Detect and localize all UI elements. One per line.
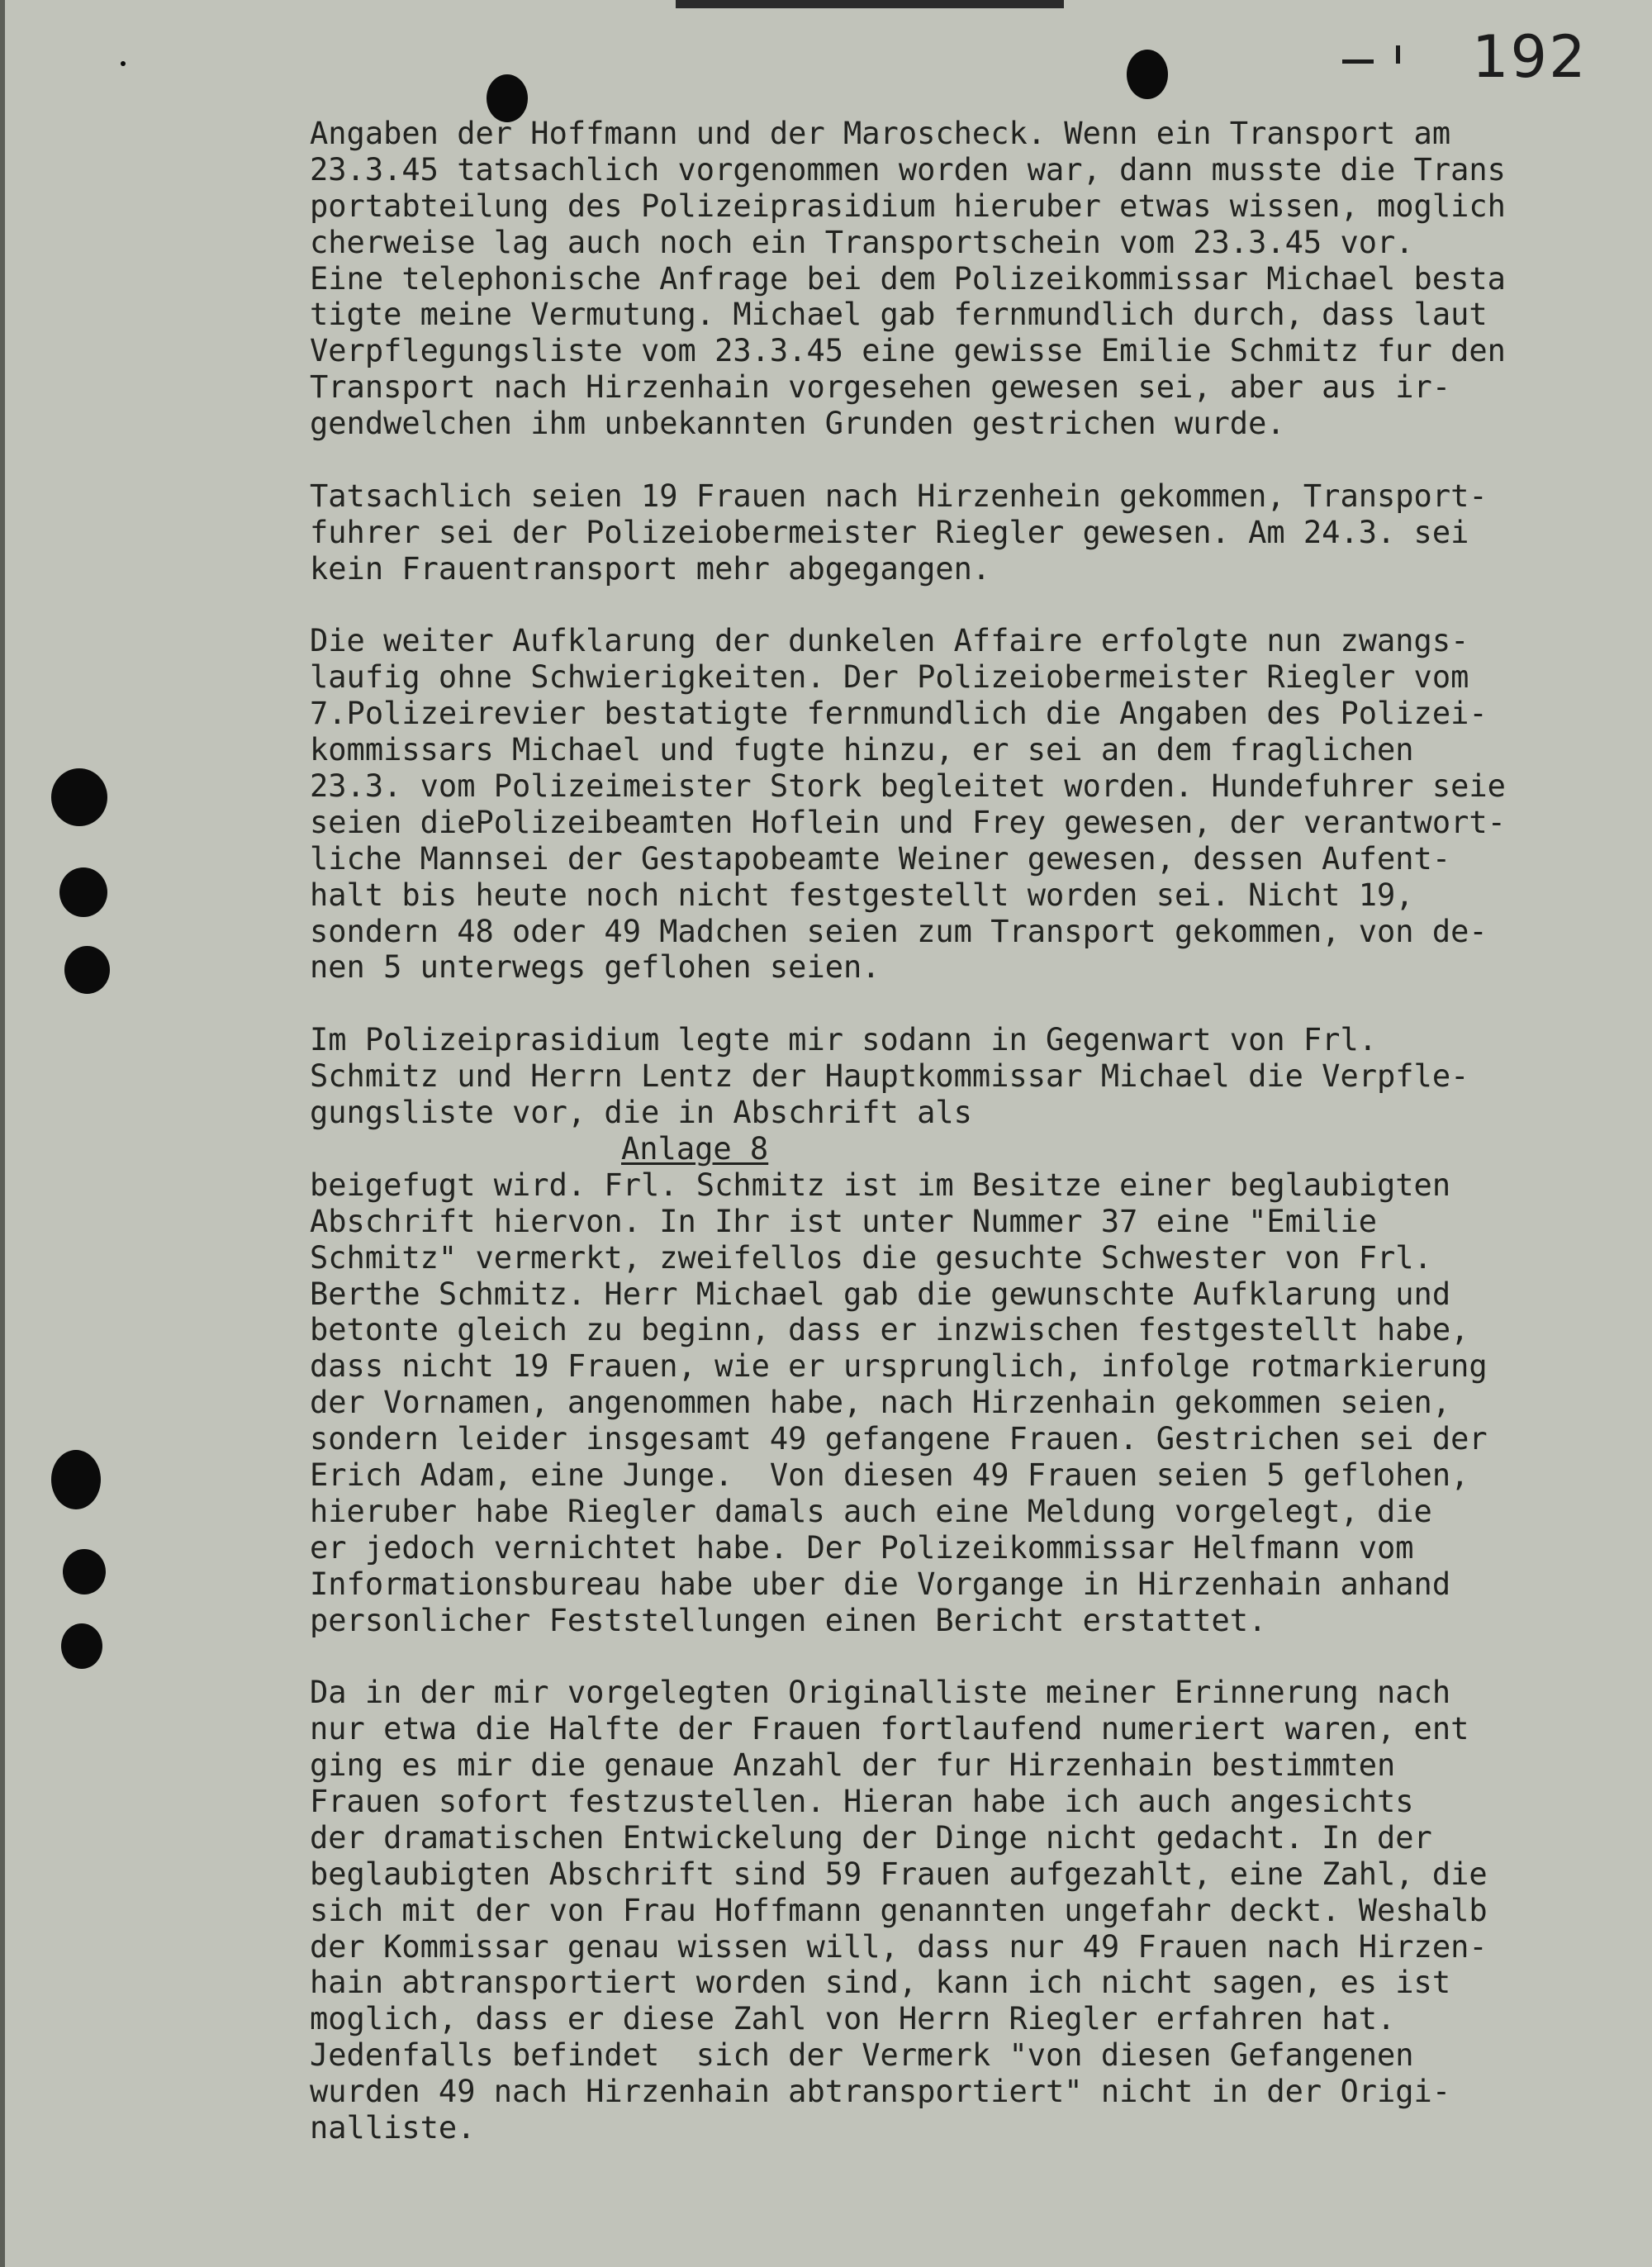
- text-line: personlicher Feststellungen einen Bericht erstattet.: [310, 1602, 1267, 1638]
- text-line: Abschrift hiervon. In Ihr ist unter Nummer 37 eine "Emilie: [310, 1203, 1378, 1239]
- punch-hole-left-2: [59, 867, 107, 917]
- text-line: Angaben der Hoffmann und der Maroscheck. Wenn ein Transport am: [310, 116, 1451, 151]
- document-body: [310, 116, 1652, 2146]
- punch-hole-left-1: [51, 768, 107, 826]
- text-line: Schmitz und Herrn Lentz der Hauptkommissar Michael die Verpfle-: [310, 1058, 1469, 1095]
- paragraph-2: [310, 478, 1652, 587]
- text-line: 23.3.45 tatsachlich vorgenommen worden war, dann musste die Trans: [310, 151, 1506, 188]
- punch-hole-left-4: [51, 1450, 101, 1509]
- attachment-reference: Anlage 8: [621, 1130, 769, 1167]
- text-line: betonte gleich zu beginn, dass er inzwischen festgestellt habe,: [310, 1312, 1469, 1348]
- text-line: ging es mir die genaue Anzahl der fur Hirzenhain bestimmten: [310, 1747, 1396, 1784]
- text-line: Eine telephonische Anfrage bei dem Polizeikommissar Michael besta: [310, 260, 1506, 297]
- paragraph-4: [310, 1022, 1652, 1638]
- text-line: tigte meine Vermutung. Michael gab fernmundlich durch, dass laut: [310, 297, 1488, 333]
- text-line: moglich, dass er diese Zahl von Herrn Riegler erfahren hat.: [310, 2001, 1396, 2037]
- text-line: Erich Adam, eine Junge. Von diesen 49 Frauen seien 5 geflohen,: [310, 1457, 1469, 1493]
- text-line: Schmitz" vermerkt, zweifellos die gesuchte Schwester von Frl.: [310, 1239, 1432, 1276]
- text-line: wurden 49 nach Hirzenhain abtransportiert" nicht in der Origi-: [310, 2074, 1451, 2110]
- text-line: Da in der mir vorgelegten Originalliste meiner Erinnerung nach: [310, 1675, 1451, 1711]
- paragraph-1: [310, 116, 1652, 442]
- text-line: cherweise lag auch noch ein Transportschein vom 23.3.45 vor.: [310, 224, 1414, 260]
- text-line: sich mit der von Frau Hoffmann genannten ungefahr deckt. Weshalb: [310, 1892, 1488, 1928]
- text-line: beigefugt wird. Frl. Schmitz ist im Besitze einer beglaubigten: [310, 1167, 1451, 1203]
- text-line: halt bis heute noch nicht festgestellt worden sei. Nicht 19,: [310, 877, 1414, 913]
- punch-hole-left-5: [63, 1549, 106, 1595]
- page-number: 192: [1472, 23, 1588, 91]
- text-line: liche Mannsei der Gestapobeamte Weiner gewesen, dessen Aufent-: [310, 840, 1451, 877]
- text-line: der Kommissar genau wissen will, dass nur 49 Frauen nach Hirzen-: [310, 1928, 1488, 1965]
- text-line: der dramatischen Entwickelung der Dinge nicht gedacht. In der: [310, 1819, 1432, 1856]
- attachment-reference-line: [310, 1131, 1652, 1167]
- text-line: kommissars Michael und fugte hinzu, er sei an dem fraglichen: [310, 732, 1414, 768]
- text-line: Informationsbureau habe uber die Vorgange in Hirzenhain anhand: [310, 1566, 1451, 1602]
- text-line: gendwelchen ihm unbekannten Grunden gestrichen wurde.: [310, 406, 1285, 442]
- paragraph-5: [310, 1675, 1652, 2146]
- text-line: Die weiter Aufklarung der dunkelen Affaire erfolgte nun zwangs-: [310, 623, 1469, 659]
- text-line: nalliste.: [310, 2109, 476, 2146]
- text-line: portabteilung des Polizeiprasidium hieruber etwas wissen, moglich: [310, 188, 1506, 224]
- paragraph-3: [310, 623, 1652, 986]
- text-line: der Vornamen, angenommen habe, nach Hirzenhain gekommen seien,: [310, 1385, 1451, 1421]
- page-number-dash: [1342, 59, 1374, 64]
- text-line: hain abtransportiert worden sind, kann ich nicht sagen, es ist: [310, 1965, 1451, 2001]
- text-line: nur etwa die Halfte der Frauen fortlaufend numeriert waren, ent: [310, 1711, 1469, 1747]
- page-left-edge: [0, 0, 5, 2267]
- paragraph-gap: [310, 1638, 1652, 1675]
- speck: [121, 61, 126, 66]
- text-line: Berthe Schmitz. Herr Michael gab die gewunschte Aufklarung und: [310, 1276, 1451, 1312]
- text-line: gungsliste vor, die in Abschrift als: [310, 1095, 972, 1131]
- paragraph-gap: [310, 442, 1652, 478]
- text-line: fuhrer sei der Polizeiobermeister Riegler gewesen. Am 24.3. sei: [310, 514, 1469, 550]
- text-line: Im Polizeiprasidium legte mir sodann in Gegenwart von Frl.: [310, 1022, 1378, 1058]
- paragraph-gap: [310, 986, 1652, 1022]
- text-line: nen 5 unterwegs geflohen seien.: [310, 949, 881, 986]
- text-line: sondern 48 oder 49 Madchen seien zum Transport gekommen, von de-: [310, 913, 1488, 949]
- top-edge-shadow: [676, 0, 1064, 8]
- text-line: Tatsachlich seien 19 Frauen nach Hirzenhein gekommen, Transport-: [310, 478, 1488, 514]
- text-line: kein Frauentransport mehr abgegangen.: [310, 550, 991, 587]
- punch-hole-left-3: [64, 946, 110, 994]
- text-line: sondern leider insgesamt 49 gefangene Frauen. Gestrichen sei der: [310, 1421, 1488, 1457]
- punch-hole-left-6: [61, 1623, 102, 1669]
- text-line: er jedoch vernichtet habe. Der Polizeikommissar Helfmann vom: [310, 1529, 1414, 1566]
- paragraph-gap: [310, 587, 1652, 624]
- text-line: Frauen sofort festzustellen. Hieran habe ich auch angesichts: [310, 1783, 1414, 1819]
- text-line: Verpflegungsliste vom 23.3.45 eine gewisse Emilie Schmitz fur den: [310, 333, 1506, 369]
- text-line: seien diePolizeibeamten Hoflein und Frey gewesen, der verantwort-: [310, 804, 1506, 840]
- text-line: hieruber habe Riegler damals auch eine Meldung vorgelegt, die: [310, 1493, 1432, 1529]
- text-line: Transport nach Hirzenhain vorgesehen gewesen sei, aber aus ir-: [310, 369, 1451, 406]
- text-line: Jedenfalls befindet sich der Vermerk "von diesen Gefangenen: [310, 2037, 1414, 2074]
- text-line: 7.Polizeirevier bestatigte fernmundlich die Angaben des Polizei-: [310, 696, 1488, 732]
- page-number-tick: [1396, 45, 1400, 64]
- punch-hole-top-right: [1127, 50, 1168, 99]
- text-line: laufig ohne Schwierigkeiten. Der Polizeiobermeister Riegler vom: [310, 659, 1469, 696]
- text-line: beglaubigten Abschrift sind 59 Frauen aufgezahlt, eine Zahl, die: [310, 1856, 1488, 1892]
- text-line: 23.3. vom Polizeimeister Stork begleitet worden. Hundefuhrer seie: [310, 768, 1506, 805]
- text-line: dass nicht 19 Frauen, wie er ursprunglich, infolge rotmarkierung: [310, 1348, 1488, 1385]
